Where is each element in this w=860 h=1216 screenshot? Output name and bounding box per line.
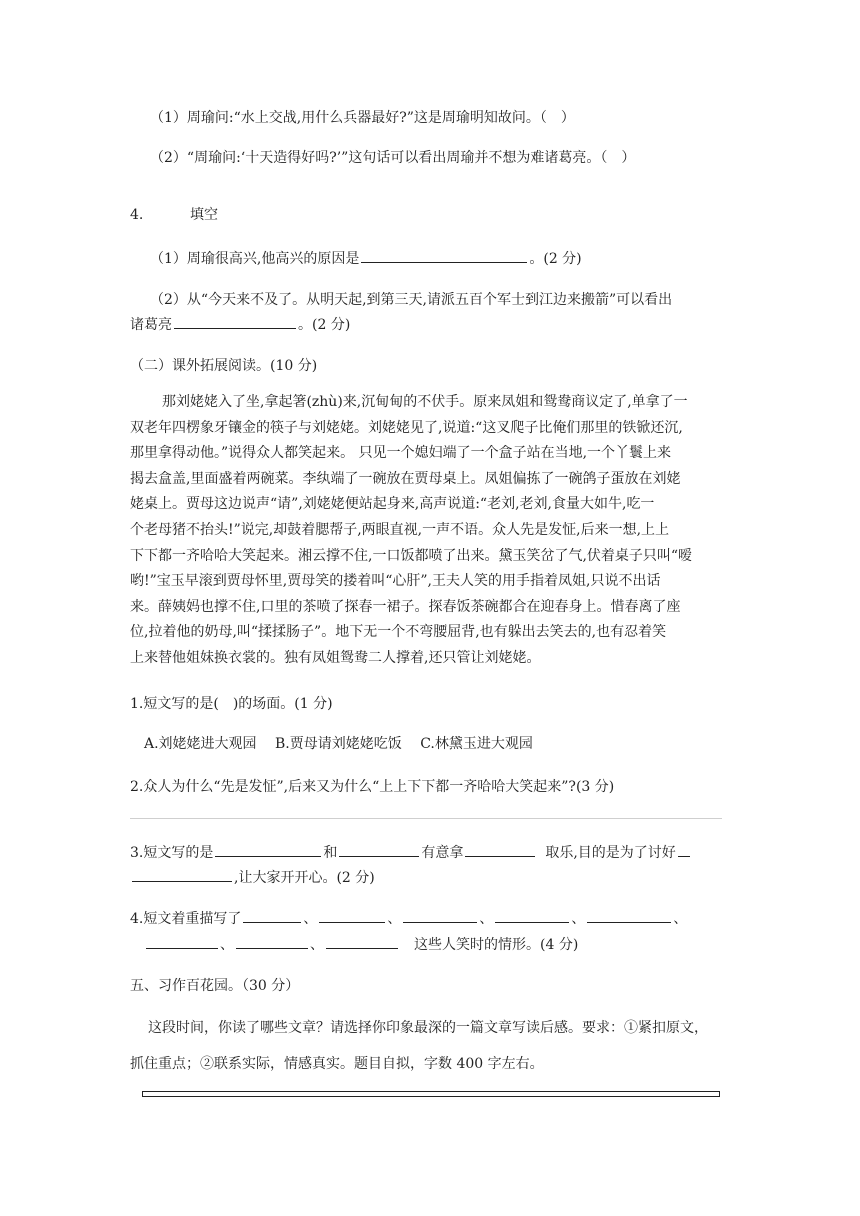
passage-line: 来。薛姨妈也撑不住,口里的茶喷了探春一裙子。探春饭茶碗都合在迎春身上。惜春离了座 — [130, 598, 681, 615]
answer-blank[interactable] — [678, 842, 690, 857]
reading-question-2: 2.众人为什么“先是发怔”,后来又为什么“上上下下都一齐哈哈大笑起来”?(3 分) — [130, 779, 615, 795]
separator: 、 — [479, 911, 494, 927]
writing-area[interactable] — [142, 1091, 720, 1097]
reading-question-4-line-1 — [130, 908, 687, 929]
answer-blank[interactable] — [465, 842, 535, 857]
passage-line: 那里拿得动他。”说得众人都笑起来。 只见一个媳妇端了一个盒子站在当地,一个丫鬟上来 — [130, 445, 672, 462]
q4-text: 4.短文着重描写了 — [130, 911, 242, 927]
passage-line: 个老母猪不抬头!”说完,却鼓着腮帮子,两眼直视,一声不语。众人先是发怔,后来一想,上上 — [130, 521, 670, 538]
separator: 、 — [310, 937, 324, 953]
section-heading: （二）课外拓展阅读。(10 分) — [130, 358, 318, 374]
passage-line: 哟!”宝玉早滚到贾母怀里,贾母笑的搂着叫“心肝”,王夫人笑的用手指着凤姐,只说不出话 — [130, 573, 661, 590]
passage-line: 双老年四楞象牙镶金的筷子与刘姥姥。刘姥姥见了,说道:“这叉爬子比俺们那里的铁锨还沉, — [130, 419, 683, 436]
reading-question-4-line-2 — [144, 934, 578, 955]
passage-line: 那刘姥姥入了坐,拿起箸(zhù)来,沉甸甸的不伏手。原来凤姐和鸳鸯商议定了,单拿了一 — [162, 394, 688, 410]
reading-question-1-options: A.刘姥姥进大观园 B.贾母请刘姥姥吃饭 C.林黛玉进大观园 — [144, 736, 533, 752]
fill-item-2-text: 诸葛亮 — [130, 317, 172, 333]
separator: 、 — [220, 937, 234, 953]
passage-line: 位,拉着他的奶母,叫“揉揉肠子”。地下无一个不弯腰屈背,也有躲出去笑去的,也有忍着笑 — [130, 624, 667, 641]
answer-blank[interactable] — [215, 842, 321, 857]
passage-line: 上来替他姐妹换衣裳的。独有凤姐鸳鸯二人撑着,还只管让刘姥姥。 — [130, 649, 541, 666]
passage-line: 揭去盒盖,里面盛着两碗菜。李纨端了一碗放在贾母桌上。凤姐偏拣了一碗鸽子蛋放在刘姥 — [130, 470, 681, 487]
answer-line[interactable] — [130, 818, 722, 819]
reading-question-1: 1.短文写的是( )的场面。(1 分) — [130, 696, 333, 712]
separator: 、 — [673, 911, 688, 927]
q3-text-3: 有意拿 — [421, 845, 464, 861]
reading-question-3-line-1 — [130, 842, 692, 863]
answer-blank[interactable] — [319, 908, 385, 923]
judgment-item-1: （1）周瑜问:“水上交战,用什么兵器最好?”这是周瑜明知故问。（ ） — [150, 110, 575, 126]
section-heading: 五、习作百花园。（30 分） — [130, 978, 300, 994]
fill-item-1-score: 。(2 分) — [529, 251, 582, 267]
separator: 、 — [303, 911, 318, 927]
answer-blank[interactable] — [174, 314, 296, 329]
writing-instructions-line-2: 抓住重点；②联系实际，情感真实。题目自拟，字数 400 字左右。 — [130, 1056, 544, 1072]
reading-passage — [130, 390, 722, 672]
answer-blank[interactable] — [236, 934, 308, 949]
fill-item-1 — [150, 248, 582, 269]
answer-blank[interactable] — [361, 248, 527, 263]
fill-item-2-line-1: （2）从“今天来不及了。从明天起,到第三天,请派五百个军士到江边来搬箭”可以看出 — [150, 292, 673, 308]
answer-blank[interactable] — [243, 908, 301, 923]
answer-blank[interactable] — [146, 934, 218, 949]
q3-text-1: 3.短文写的是 — [130, 845, 214, 861]
q4-line2-text: 这些人笑时的情形。(4 分) — [414, 937, 579, 953]
judgment-item-2: （2）“周瑜问:‘十天造得好吗?’”这句话可以看出周瑜并不想为难诸葛亮。（ ） — [150, 150, 636, 166]
question-4-title: 填空 — [190, 207, 218, 223]
answer-blank[interactable] — [132, 867, 232, 882]
writing-instructions-line-1: 这段时间，你读了哪些文章？请选择你印象最深的一篇文章写读后感。要求：①紧扣原文， — [148, 1020, 708, 1036]
reading-question-3-line-2 — [130, 867, 375, 888]
fill-item-2-score: 。(2 分) — [298, 317, 351, 333]
q3-line2-text: ,让大家开开心。(2 分) — [234, 870, 375, 886]
answer-blank[interactable] — [587, 908, 671, 923]
fill-item-1-text: （1）周瑜很高兴,他高兴的原因是 — [150, 251, 360, 267]
answer-blank[interactable] — [339, 842, 419, 857]
answer-blank[interactable] — [403, 908, 477, 923]
answer-blank[interactable] — [326, 934, 398, 949]
q3-text-4: 取乐,目的是为了讨好 — [545, 845, 676, 861]
fill-item-2-line-2 — [130, 314, 350, 335]
passage-line: 下下都一齐哈哈大笑起来。湘云撑不住,一口饭都喷了出来。黛玉笑岔了气,伏着桌子只叫“嗳 — [130, 547, 693, 564]
answer-blank[interactable] — [495, 908, 569, 923]
q3-text-2: 和 — [323, 845, 338, 861]
separator: 、 — [571, 911, 586, 927]
question-4-number: 4. — [130, 207, 144, 223]
separator: 、 — [387, 911, 402, 927]
passage-line: 姥桌上。贾母这边说声“请”,刘姥姥便站起身来,高声说道:“老刘,老刘,食量大如牛,吃一 — [130, 496, 655, 513]
